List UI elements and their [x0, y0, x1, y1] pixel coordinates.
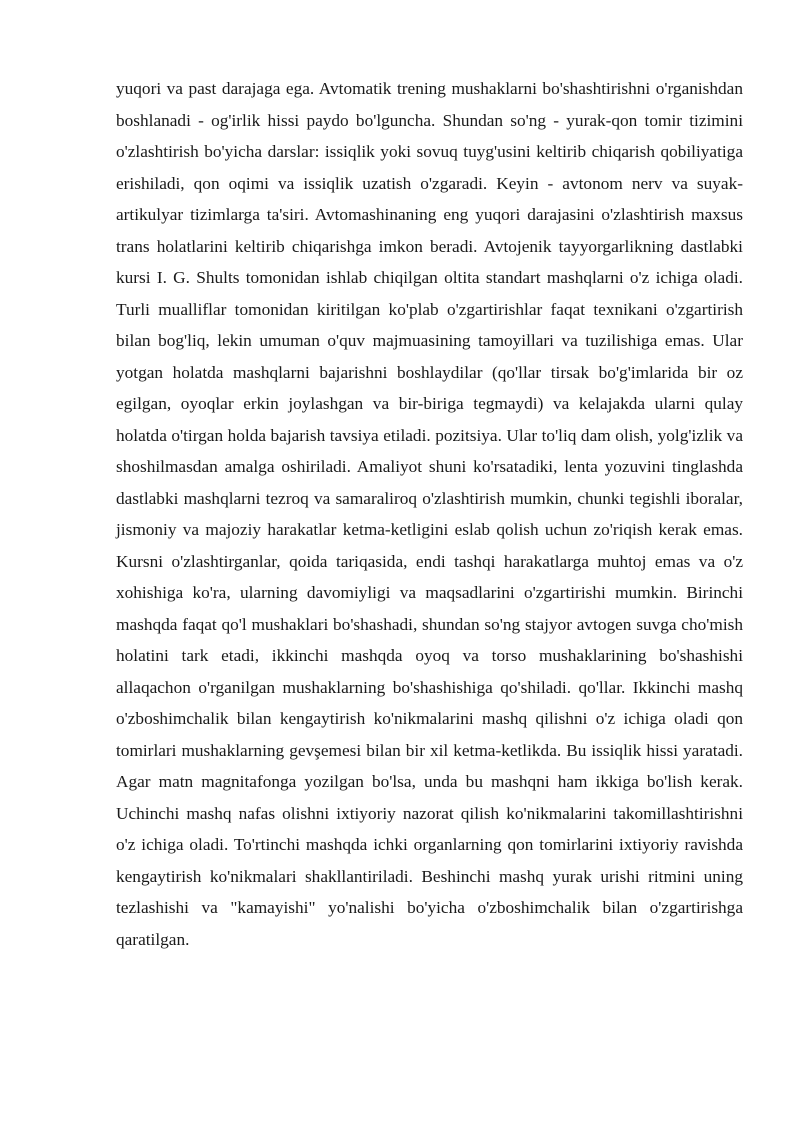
body-paragraph: yuqori va past darajaga ega. Avtomatik trening mushaklarni bo'shashtirishni o'rganishdan boshlanadi - og'irlik hissi paydo bo'lguncha. Shundan so'ng - yurak-qon tomir tizimini o'zlashtirish bo'yicha darslar: issiqlik yoki sovuq tuyg'usini keltirib chiqarish qobiliyatiga erishiladi, qon oqimi va issiqlik uzatish o'zgaradi. Keyin - avtonom nerv va suyak-artikulyar tizimlarga ta'siri. Avtomashinaning eng yuqori darajasini o'zlashtirish maxsus trans holatlarini keltirib chiqarishga imkon beradi. Avtojenik tayyorgarlikning dastlabki kursi I. G. Shults tomonidan ishlab chiqilgan oltita standart mashqlarni o'z ichiga oladi. Turli mualliflar tomonidan kiritilgan ko'plab o'zgartirishlar faqat texnikani o'zgartirish bilan bog'liq, lekin umuman o'quv majmuasining tamoyillari va tuzilishiga emas. Ular yotgan holatda mashqlarni bajarishni boshlaydilar (qo'llar tirsak bo'g'imlarida bir oz egilgan, oyoqlar erkin joylashgan va bir-biriga tegmaydi) va kelajakda ularni qulay holatda o'tirgan holda bajarish tavsiya etiladi. pozitsiya. Ular to'liq dam olish, yolg'izlik va shoshilmasdan amalga oshiriladi. Amaliyot shuni ko'rsatadiki, lenta yozuvini tinglashda dastlabki mashqlarni tezroq va samaraliroq o'zlashtirish mumkin, chunki tegishli iboralar, jismoniy va majoziy harakatlar ketma-ketligini eslab qolish uchun zo'riqish kerak emas. Kursni o'zlashtirganlar, qoida tariqasida, endi tashqi harakatlarga muhtoj emas va o'z xohishiga ko'ra, ularning davomiyligi va maqsadlarini o'zgartirishi mumkin. Birinchi mashqda faqat qo'l mushaklari bo'shashadi, shundan so'ng stajyor avtogen suvga cho'mish holatini tark etadi, ikkinchi mashqda oyoq va torso mushaklarining bo'shashishi allaqachon o'rganilgan mushaklarning bo'shashishiga qo'shiladi. qo'llar. Ikkinchi mashq o'zboshimchalik bilan kengaytirish ko'nikmalarini mashq qilishni o'z ichiga oladi qon tomirlari mushaklarning gevşemesi bilan bir xil ketma-ketlikda. Bu issiqlik hissi yaratadi. Agar matn magnitafonga yozilgan bo'lsa, unda bu mashqni ham ikkiga bo'lish kerak. Uchinchi mashq nafas olishni ixtiyoriy nazorat qilish ko'nikmalarini takomillashtirishni o'z ichiga oladi. To'rtinchi mashqda ichki organlarning qon tomirlarini ixtiyoriy ravishda kengaytirish ko'nikmalari shakllantiriladi. Beshinchi mashq yurak urishi ritmini uning tezlashishi va "kamayishi" yo'nalishi bo'yicha o'zboshimchalik bilan o'zgartirishga qaratilgan. — [116, 79, 743, 949]
